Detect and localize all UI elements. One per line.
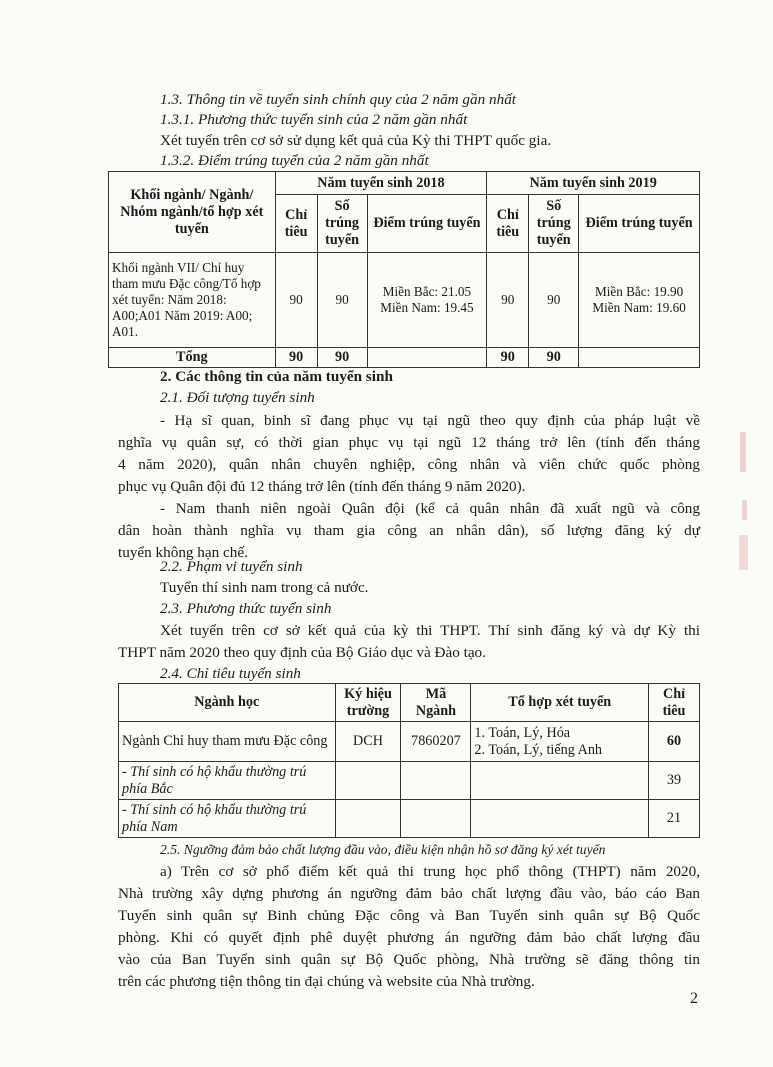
section-2-1-heading: 2.1. Đối tượng tuyển sinh [160, 389, 315, 406]
cell-ma-nganh: 7860207 [401, 722, 471, 762]
section-2-5-line6: trên các phương tiện thông tin đại chúng và website của Nhà trường. [118, 973, 535, 990]
admission-score-table [108, 171, 700, 368]
col-header-nganh-hoc: Ngành học [119, 684, 336, 722]
diem-2019-nam: Miền Nam: 19.60 [592, 300, 686, 315]
section-2-3-line1: Xét tuyển trên cơ sở kết quả của kỳ thi THPT. Thí sinh đăng ký và dự Kỳ thi [160, 622, 700, 639]
section-2-2-heading: 2.2. Phạm vi tuyển sinh [160, 558, 303, 575]
table-row [109, 253, 700, 348]
to-hop-2: 2. Toán, Lý, tiếng Anh [474, 741, 603, 758]
cell-ct-2018: 90 [275, 253, 317, 348]
col-header-group: Khối ngành/ Ngành/ Nhóm ngành/tổ hợp xét tuyển [109, 172, 276, 253]
section-2-3-heading: 2.3. Phương thức tuyển sinh [160, 600, 332, 617]
col-header-so-trung-tuyen-2018: Số trúng tuyển [317, 195, 367, 253]
edge-stamp-mark [736, 430, 758, 580]
section-2-5-line3: Tuyển sinh quân sự Binh chủng Đặc công và Ban Tuyển sinh quân sự Bộ Quốc [118, 907, 700, 924]
col-header-diem-2019: Điểm trúng tuyển [579, 195, 700, 253]
diem-2018-bac: Miền Bắc: 21.05 [382, 284, 472, 299]
quota-table [118, 683, 700, 838]
cell-stt-2019: 90 [529, 253, 579, 348]
cell-nganh-nam: - Thí sinh có hộ khẩu thường trú phía Nam [119, 800, 336, 838]
section-2-1-para1-line1: - Hạ sĩ quan, binh sĩ đang phục vụ tại ngũ theo quy định của pháp luật về [160, 412, 700, 429]
cell-diem-2019 [579, 253, 700, 348]
section-2-5-line1: a) Trên cơ sở phổ điểm kết quả thi trung học phổ thông (THPT) năm 2020, [160, 863, 700, 880]
cell-ct-2019: 90 [487, 253, 529, 348]
total-stt-2019: 90 [529, 348, 579, 368]
total-ct-2018: 90 [275, 348, 317, 368]
row-label: Khối ngành VII/ Chỉ huy tham mưu Đặc công/Tổ hợp xét tuyển: Năm 2018: A00;A01 Năm 2019: A00; A01. [109, 253, 276, 348]
section-1-3-2-heading: 1.3.2. Điểm trúng tuyển của 2 năm gần nhất [160, 152, 429, 169]
section-1-3-1-text: Xét tuyển trên cơ sở sử dụng kết quả của Kỳ thi THPT quốc gia. [160, 132, 552, 149]
cell-chi-tieu-nam: 21 [649, 800, 700, 838]
cell-to-hop [471, 722, 649, 762]
diem-2019-bac: Miền Bắc: 19.90 [594, 284, 684, 299]
total-ct-2019: 90 [487, 348, 529, 368]
cell-chi-tieu-bac: 39 [649, 762, 700, 800]
table-row [119, 800, 700, 838]
col-header-diem-2018: Điểm trúng tuyển [367, 195, 487, 253]
cell-empty [401, 800, 471, 838]
table-row-total [109, 348, 700, 368]
table-row [119, 762, 700, 800]
section-1-3-heading: 1.3. Thông tin về tuyển sinh chính quy của 2 năm gần nhất [160, 91, 517, 108]
section-2-1-para1-line2: nghĩa vụ quân sự, có thời gian phục vụ tại ngũ 12 tháng trở lên (tính đến tháng [118, 434, 700, 451]
diem-2018-nam: Miền Nam: 19.45 [380, 300, 474, 315]
total-diem-2019 [579, 348, 700, 368]
col-header-so-trung-tuyen-2019: Số trúng tuyển [529, 195, 579, 253]
table-row [119, 722, 700, 762]
section-2-3-line2: THPT năm 2020 theo quy định của Bộ Giáo dục và Đào tạo. [118, 644, 486, 661]
section-2-1-para1-line3: 4 năm 2020), quân nhân chuyên nghiệp, công nhân và viên chức quốc phòng [118, 456, 700, 473]
to-hop-1: 1. Toán, Lý, Hóa [474, 724, 571, 741]
col-header-2019: Năm tuyển sinh 2019 [487, 172, 700, 195]
col-header-ky-hieu: Ký hiệu trường [335, 684, 401, 722]
col-header-chi-tieu-2019: Chỉ tiêu [487, 195, 529, 253]
col-header-chi-tieu: Chỉ tiêu [649, 684, 700, 722]
cell-nganh-bac: - Thí sinh có hộ khẩu thường trú phía Bắc [119, 762, 336, 800]
cell-chi-tieu: 60 [649, 722, 700, 762]
total-label: Tổng [109, 348, 276, 368]
col-header-chi-tieu-2018: Chỉ tiêu [275, 195, 317, 253]
section-2-5-line5: vào của Ban Tuyển sinh quân sự Bộ Quốc phòng, Nhà trường sẽ đăng thông tin [118, 951, 700, 968]
cell-empty [401, 762, 471, 800]
section-2-heading: 2. Các thông tin của năm tuyển sinh [160, 368, 393, 385]
section-2-1-para2-line2: dân hoàn thành nghĩa vụ tham gia công an nhân dân), số lượng đăng ký dự [118, 522, 700, 539]
page-number: 2 [690, 990, 698, 1007]
cell-empty [471, 762, 649, 800]
total-diem-2018 [367, 348, 487, 368]
cell-diem-2018 [367, 253, 487, 348]
col-header-2018: Năm tuyển sinh 2018 [275, 172, 487, 195]
total-stt-2018: 90 [317, 348, 367, 368]
section-2-5-line4: phòng. Khi có quyết định phê duyệt phương án ngưỡng đảm bảo chất lượng đầu [118, 929, 700, 946]
section-2-5-heading: 2.5. Ngưỡng đảm bảo chất lượng đầu vào, điều kiện nhận hồ sơ đăng ký xét tuyển [160, 842, 606, 857]
cell-ky-hieu: DCH [335, 722, 401, 762]
section-2-1-para1-line4: phục vụ Quân đội đủ 12 tháng trở lên (tính đến tháng 9 năm 2020). [118, 478, 526, 495]
section-2-2-text: Tuyển thí sinh nam trong cả nước. [160, 579, 369, 596]
cell-empty [471, 800, 649, 838]
section-2-4-heading: 2.4. Chỉ tiêu tuyển sinh [160, 665, 301, 682]
col-header-to-hop: Tổ hợp xét tuyển [471, 684, 649, 722]
section-2-1-para2-line1: - Nam thanh niên ngoài Quân đội (kể cả quân nhân đã xuất ngũ và công [160, 500, 700, 517]
cell-empty [335, 800, 401, 838]
cell-empty [335, 762, 401, 800]
cell-nganh: Ngành Chỉ huy tham mưu Đặc công [119, 722, 336, 762]
cell-stt-2018: 90 [317, 253, 367, 348]
col-header-ma-nganh: Mã Ngành [401, 684, 471, 722]
section-1-3-1-heading: 1.3.1. Phương thức tuyển sinh của 2 năm gần nhất [160, 111, 468, 128]
section-2-1-para2-line3: tuyển không hạn chế. [118, 544, 248, 561]
section-2-5-line2: Nhà trường xây dựng phương án ngưỡng đảm bảo chất lượng đầu vào, báo cáo Ban [118, 885, 700, 902]
